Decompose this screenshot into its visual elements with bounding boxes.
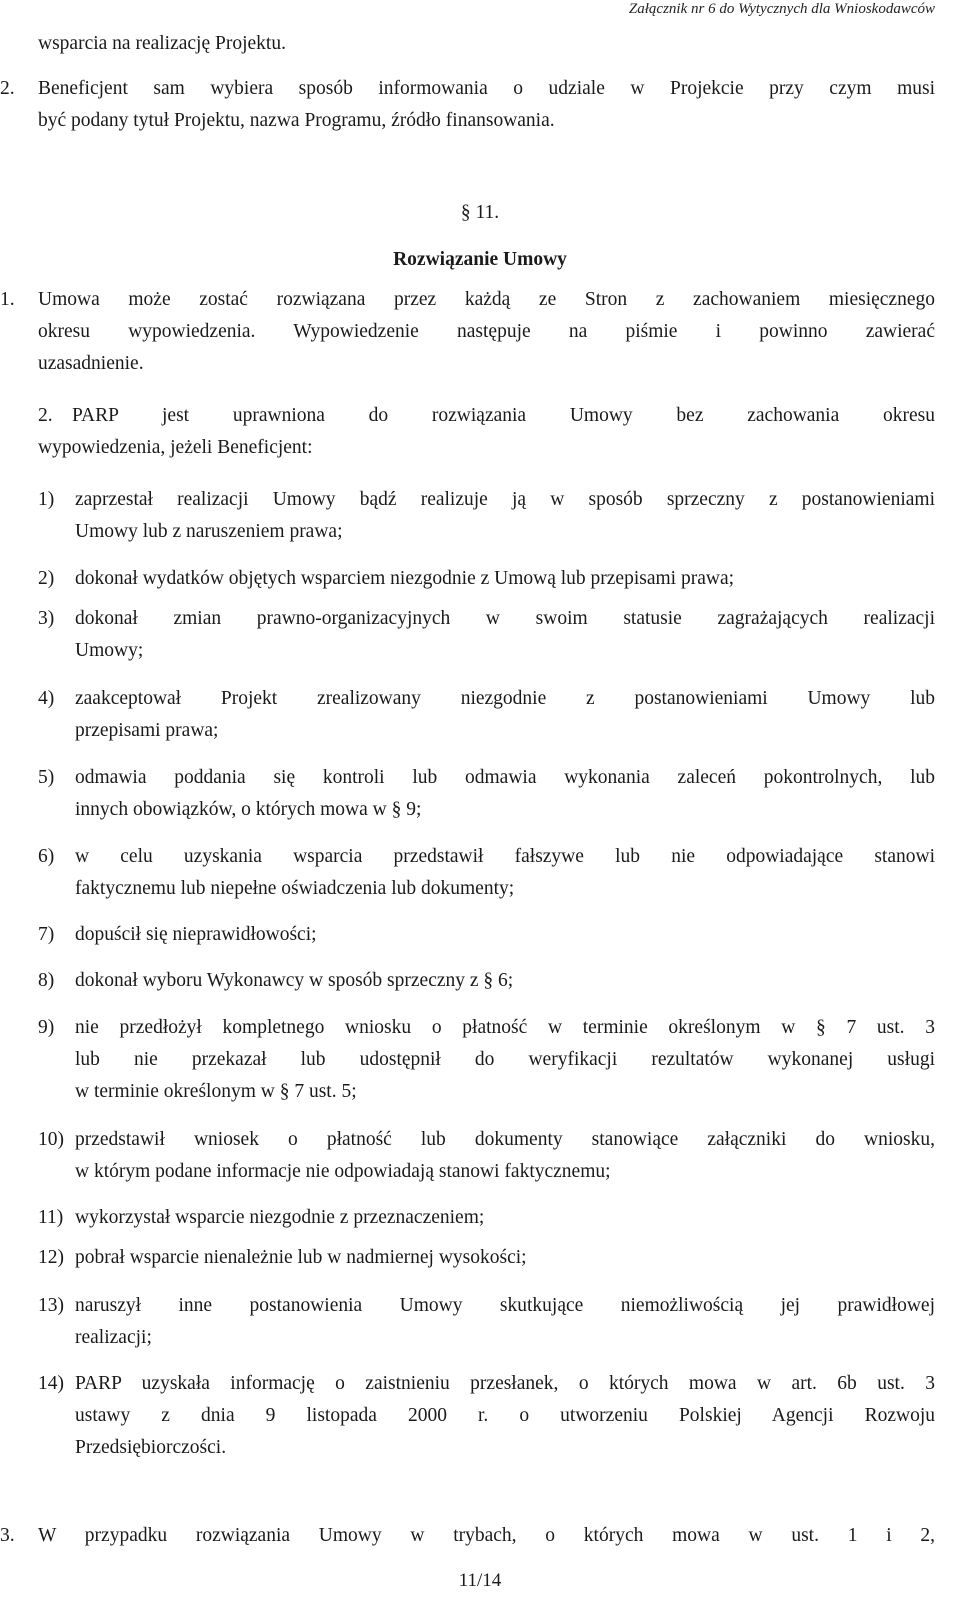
paragraph-line: Umowa może zostać rozwiązana przez każdą ze Stron z zachowaniem miesięcznego — [38, 289, 935, 310]
list-item-text — [75, 965, 935, 997]
paragraph-line: Beneficjent sam wybiera sposób informowania o udziale w Projekcie przy czym musi — [38, 78, 935, 99]
list-item-text — [75, 1202, 935, 1234]
list-item-text — [75, 841, 935, 905]
list-item-number: 12) — [38, 1247, 64, 1268]
paragraph-line: okresu wypowiedzenia. Wypowiedzenie następuje na piśmie i powinno zawierać — [38, 321, 935, 342]
list-item-number: 2) — [38, 568, 55, 589]
paragraph-1 — [38, 284, 935, 316]
list-item-text — [75, 1368, 935, 1464]
paragraph-line: W przypadku rozwiązania Umowy w trybach, o których mowa w ust. 1 i 2, — [38, 1525, 935, 1546]
list-item-line: lub nie przekazał lub udostępnił do weryfikacji rezultatów wykonanej usługi — [75, 1049, 935, 1070]
list-item-line: innych obowiązków, o których mowa w § 9; — [75, 799, 422, 820]
page-number: 11/14 — [458, 1570, 502, 1591]
list-item-number: 6) — [38, 846, 55, 867]
list-item-text — [75, 603, 935, 667]
list-item-line: realizacji; — [75, 1327, 152, 1348]
list-item-text — [75, 1012, 935, 1108]
list-item-line: zaakceptował Projekt zrealizowany niezgodnie z postanowieniami Umowy lub — [75, 688, 935, 709]
list-item-text — [75, 563, 935, 595]
list-item-line: nie przedłożył kompletnego wniosku o płatność w terminie określonym w § 7 ust. 3 — [75, 1017, 935, 1038]
paragraph-3 — [38, 1520, 935, 1552]
intro-line: wsparcia na realizację Projektu. — [38, 33, 286, 54]
list-item-text — [75, 1242, 935, 1274]
list-item-line: Przedsiębiorczości. — [75, 1437, 227, 1458]
list-item-text — [75, 683, 935, 747]
paragraph-line: być podany tytuł Projektu, nazwa Programu, źródło finansowania. — [38, 110, 555, 131]
list-item-line: naruszył inne postanowienia Umowy skutkujące niemożliwością jej prawidłowej — [75, 1295, 935, 1316]
list-item-text — [75, 1290, 935, 1354]
header-note: Załącznik nr 6 do Wytycznych dla Wnioskodawców — [628, 1, 935, 17]
list-item-number: 8) — [38, 970, 55, 991]
list-item-line: PARP uzyskała informację o zaistnieniu przesłanek, o których mowa w art. 6b ust. 3 — [75, 1373, 935, 1394]
paragraph-line: PARP jest uprawniona do rozwiązania Umowy bez zachowania okresu — [72, 405, 935, 426]
section-title: Rozwiązanie Umowy — [393, 249, 567, 270]
list-item-line: przedstawił wniosek o płatność lub dokumenty stanowiące załączniki do wniosku, — [75, 1129, 935, 1150]
paragraph-line: uzasadnienie. — [38, 353, 144, 374]
intro-continuation — [38, 28, 935, 60]
paragraph-number: 1. — [0, 289, 15, 310]
list-item-number: 5) — [38, 767, 55, 788]
intro-paragraph-2 — [38, 73, 935, 137]
paragraph-1-cont — [38, 316, 935, 380]
list-item-line: odmawia poddania się kontroli lub odmawia wykonania zaleceń pokontrolnych, lub — [75, 767, 935, 788]
list-item-number: 7) — [38, 924, 55, 945]
paragraph-2 — [72, 400, 935, 432]
list-item-line: faktycznemu lub niepełne oświadczenia lub dokumenty; — [75, 878, 515, 899]
list-item-number: 1) — [38, 489, 55, 510]
list-item-text — [75, 484, 935, 548]
list-item-line: dokonał wyboru Wykonawcy w sposób sprzeczny z § 6; — [75, 970, 514, 991]
paragraph-number: 2. — [0, 78, 15, 99]
list-item-line: dokonał wydatków objętych wsparciem niezgodnie z Umową lub przepisami prawa; — [75, 568, 735, 589]
list-item-line: Umowy; — [75, 640, 144, 661]
paragraph-number: 2. — [38, 405, 53, 426]
list-item-line: w terminie określonym w § 7 ust. 5; — [75, 1081, 357, 1102]
list-item-line: ustawy z dnia 9 listopada 2000 r. o utworzeniu Polskiej Agencji Rozwoju — [75, 1405, 935, 1426]
list-item-line: dokonał zmian prawno-organizacyjnych w swoim statusie zagrażających realizacji — [75, 608, 935, 629]
list-item-text — [75, 919, 935, 951]
paragraph-2-cont — [38, 432, 935, 464]
paragraph-number: 3. — [0, 1525, 15, 1546]
list-item-line: pobrał wsparcie nienależnie lub w nadmiernej wysokości; — [75, 1247, 527, 1268]
list-item-number: 4) — [38, 688, 55, 709]
list-item-text — [75, 762, 935, 826]
list-item-number: 14) — [38, 1373, 64, 1394]
list-item-line: przepisami prawa; — [75, 720, 219, 741]
list-item-number: 13) — [38, 1295, 64, 1316]
list-item-line: dopuścił się nieprawidłowości; — [75, 924, 317, 945]
section-number: § 11. — [460, 202, 500, 223]
list-item-line: Umowy lub z naruszeniem prawa; — [75, 521, 343, 542]
paragraph-line: wypowiedzenia, jeżeli Beneficjent: — [38, 437, 313, 458]
list-item-number: 10) — [38, 1129, 64, 1150]
list-item-text — [75, 1124, 935, 1188]
list-item-line: zaprzestał realizacji Umowy bądź realizuje ją w sposób sprzeczny z postanowieniami — [75, 489, 935, 510]
list-item-number: 11) — [38, 1207, 64, 1228]
list-item-line: wykorzystał wsparcie niezgodnie z przeznaczeniem; — [75, 1207, 485, 1228]
list-item-number: 3) — [38, 608, 55, 629]
list-item-line: w którym podane informacje nie odpowiadają stanowi faktycznemu; — [75, 1161, 611, 1182]
list-item-number: 9) — [38, 1017, 55, 1038]
list-item-line: w celu uzyskania wsparcia przedstawił fałszywe lub nie odpowiadające stanowi — [75, 846, 935, 867]
